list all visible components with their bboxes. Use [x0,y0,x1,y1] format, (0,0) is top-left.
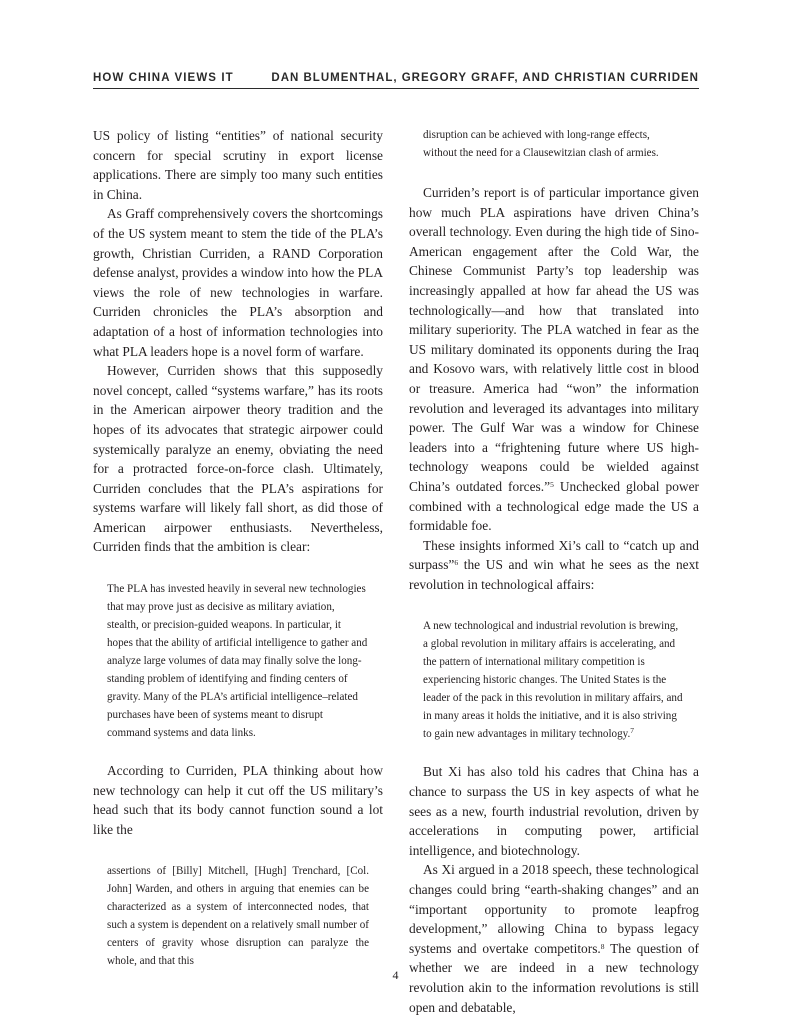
block-quote-continued [423,126,699,162]
block-quote-text: disruption can be achieved with long-range effects, without the need for a Clausewitzian clash of armies. [423,129,659,159]
footnote-ref[interactable]: 7 [630,726,634,736]
page-number: 4 [392,968,399,982]
block-quote-text: assertions of [Billy] Mitchell, [Hugh] Trenchard, [Col. John] Warden, and others in arguing that enemies can be characterized as a system of interconnected nodes, that such a system is dependent on a relatively small number of centers of gravity whose disruption can paralyze the whole, and that this [107,865,369,968]
paragraph: As Graff comprehensively covers the shortcomings of the US system meant to stem the tide of the PLA’s growth, Christian Curriden, a RAND Corporation defense analyst, provides a window into how the PLA views the role of new technologies in warfare. Curriden chronicles the PLA’s absorption and adaptation of a host of information technologies into what PLA leaders hope is a novel form of warfare. [93,206,383,359]
footnote-ref[interactable]: 8 [600,941,605,951]
block-quote [107,580,383,742]
paragraph: However, Curriden shows that this supposedly novel concept, called “systems warfare,” has its roots in the American airpower theory tradition and the hopes of its advocates that strategic airpower could systemically paralyze an enemy, obviating the need for a protracted force-on-force clash. Ultimately, Curriden concludes that the PLA’s aspirations for systems warfare will likely fall short, as did those of American airpower enthusiasts. Nevertheless, Curriden finds that the ambition is clear: [93,363,383,555]
running-header [93,71,699,89]
paragraph: Curriden’s report is of particular importance given how much PLA aspirations have driven China’s overall technology. Even during the high tide of Sino-American engagement after the Cold War, the Chinese Communist Party’s top leadership was increasingly appalled at how far ahead the US was technologically—and how that translated into military superiority. The PLA watched in fear as the US military dominated its opponents during the Iraq and Kosovo wars, with relatively little cost in blood or treasure. America had “won” the information revolution and leveraged its advantages into military power. The Gulf War was a window for Chinese leaders into a “frightening future where US high-technology weapons could be wielded against China’s outdated forces.”$^5$ Unchecked global power combined with a technological edge made the US a formidable foe. [409,185,700,534]
footnote-ref[interactable]: 5 [550,479,554,489]
header-section-title: HOW CHINA VIEWS IT [93,72,234,84]
paragraph: According to Curriden, PLA thinking about how new technology can help it cut off the US military’s head such that its body cannot function sound a lot like the [93,763,383,837]
block-quote [107,862,383,970]
block-quote-text: The PLA has invested heavily in several new technologies that may prove just as decisive as military aviation, stealth, or precision-guided weapons. In particular, it hopes that the ability of artificial intelligence to gather and analyze large volumes of data may finally solve the long-standing problem of identifying and finding centers of gravity. Many of the PLA’s artificial intelligence–related purchases have been of systems meant to disrupt command systems and data links. [107,583,368,740]
block-quote [423,617,699,743]
right-column [409,126,699,1017]
header-authors: DAN BLUMENTHAL, GREGORY GRAFF, AND CHRISTIAN CURRIDEN [271,72,699,84]
footnote-ref[interactable]: 6 [454,558,459,568]
header-rule [93,88,699,89]
paragraph: As Xi argued in a 2018 speech, these technological changes could bring “earth-shaking changes” and an “important opportunity to promote leapfrog development,” allowing China to bypass legacy systems and overtake competitors.$^8$ The question of whether we are indeed in a new technology revolution akin to the information revolutions is still open and debatable, [409,862,700,1015]
paragraph: These insights informed Xi’s call to “catch up and surpass”$^6$ the US and win what he sees as the next revolution in technological affairs: [409,537,699,592]
paragraph: US policy of listing “entities” of national security concern for special scrutiny in export license applications. There are simply too many such entities in China. [93,128,383,202]
block-quote-text: A new technological and industrial revolution is brewing, a global revolution in military affairs is accelerating, and the pattern of international military competition is experiencing historic changes. The United States is the leader of the pack in this revolution in military affairs, and in many areas it holds the initiative, and it is also striving to gain new advantages in military technology.$^7$ [423,620,683,741]
left-column [93,126,383,970]
paragraph: But Xi has also told his cadres that China has a chance to surpass the US in key aspects of what he sees as a new, fourth industrial revolution, driven by accelerations in computing power, artificial intelligence, and biotechnology. [409,764,699,858]
